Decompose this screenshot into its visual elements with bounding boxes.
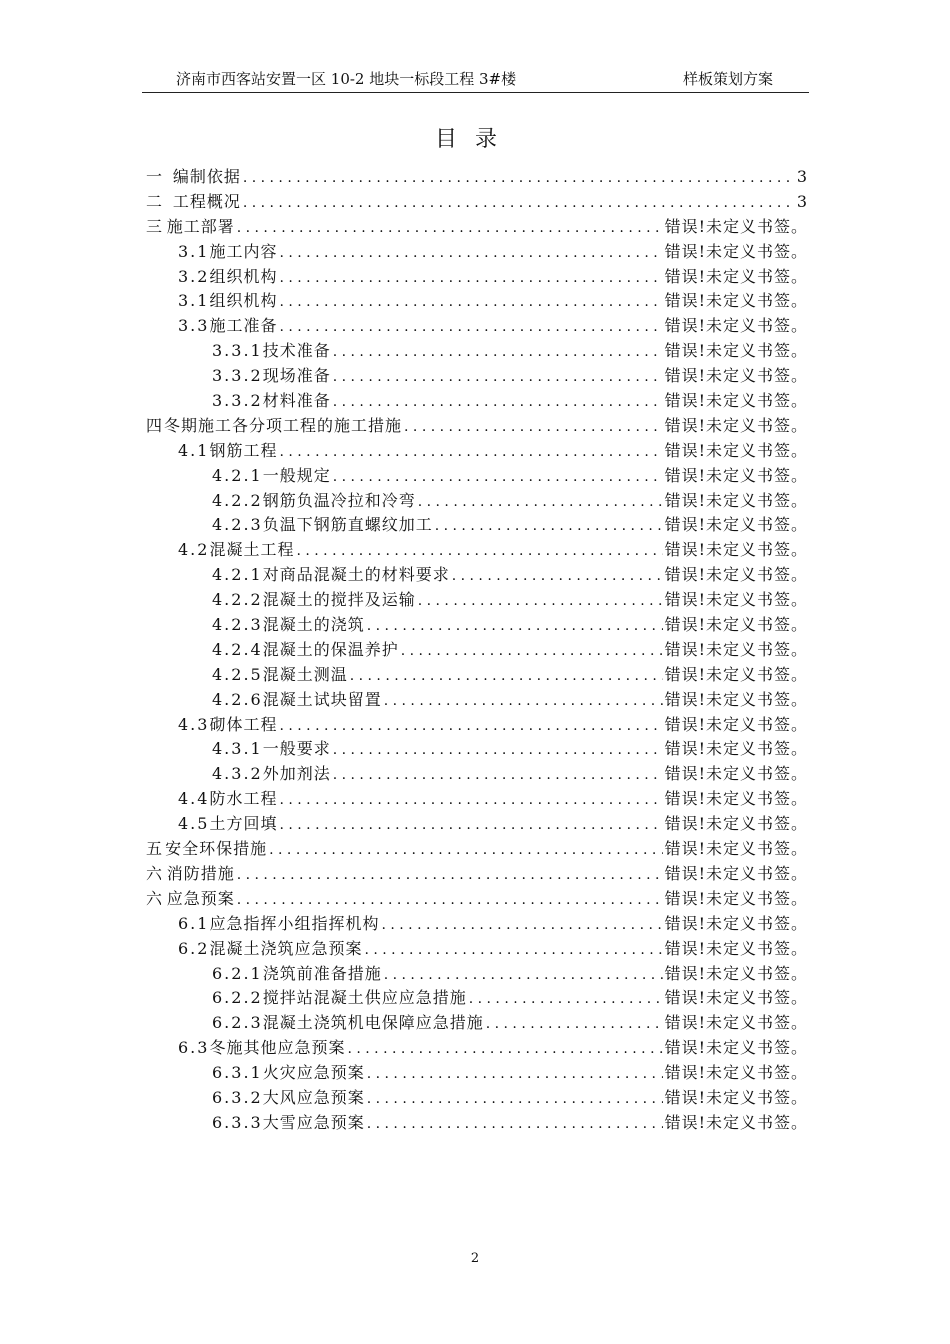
toc-entry-label: 应急指挥小组指挥机构 [209,913,380,933]
toc-leader-dots [418,593,663,609]
toc-entry-number: 4.4 [178,789,210,809]
toc-entry-number: 6.2.3 [212,1013,263,1033]
toc-entry[interactable] [146,512,808,537]
toc-entry-page: 错误!未定义书签。 [664,415,808,435]
toc-entry-label: 施工部署 [166,216,235,236]
toc-entry-number: 4.3.1 [212,739,263,759]
toc-leader-dots [367,1091,663,1107]
toc-entry-number: 4.2.2 [212,590,263,610]
toc-entry-number: 4.3.2 [212,764,263,784]
toc-entry-label: 冬期施工各分项工程的施工措施 [164,415,403,435]
toc-entry-page: 错误!未定义书签。 [664,440,808,460]
toc-entry-number: 6.3.2 [212,1087,263,1107]
toc-entry-number: 6.2.1 [212,963,263,983]
toc-entry-number: 6.1 [178,913,210,933]
toc-entry-page: 错误!未定义书签。 [664,1013,808,1033]
toc-entry[interactable] [146,438,808,463]
toc-leader-dots [364,942,662,958]
toc-entry-page: 错误!未定义书签。 [664,789,808,809]
toc-entry-page: 错误!未定义书签。 [664,988,808,1008]
toc-entry-number: 四 [146,415,165,435]
toc-entry-number: 3.3.2 [212,366,263,386]
page-header [142,66,809,93]
toc-entry[interactable] [146,338,808,363]
toc-entry[interactable] [146,214,808,239]
toc-leader-dots [350,668,663,684]
toc-entry-number: 4.3 [178,714,210,734]
toc-entry-number: 二 [146,191,165,211]
toc-entry-page: 错误!未定义书签。 [664,888,808,908]
toc-entry-label: 土方回填 [209,814,278,834]
toc-entry-page: 错误!未定义书签。 [664,714,808,734]
toc-leader-dots [279,792,662,808]
toc-leader-dots [384,693,663,709]
toc-entry-number: 4.2.5 [212,664,263,684]
toc-entry-label: 现场准备 [262,366,331,386]
toc-entry-number: 4.2.3 [212,515,263,535]
toc-entry-label: 技术准备 [262,341,331,361]
toc-entry-number: 一 [146,167,165,186]
toc-entry-label: 施工内容 [209,241,278,261]
toc-entry[interactable] [146,886,808,911]
toc-title: 目录 [434,127,515,152]
toc-leader-dots [279,270,662,286]
toc-entry-page: 错误!未定义书签。 [664,490,808,510]
toc-entry-label: 钢筋工程 [209,440,278,460]
toc-entry[interactable] [146,961,808,986]
toc-entry-page: 错误!未定义书签。 [664,465,808,485]
toc-leader-dots [452,568,663,584]
toc-entry-number: 4.2.2 [212,490,263,510]
toc-entry-page: 错误!未定义书签。 [664,216,808,236]
toc-entry-number: 4.2.1 [212,465,263,485]
toc-entry-label: 混凝土浇筑应急预案 [209,938,363,958]
toc-entry[interactable] [146,164,808,189]
toc-entry[interactable] [146,936,808,961]
toc-leader-dots [469,991,663,1007]
toc-entry-label: 混凝土测温 [262,664,348,684]
toc-leader-dots [269,842,662,858]
toc-entry-number: 3.2 [178,266,210,286]
toc-entry[interactable] [146,1085,808,1110]
toc-entry-label: 组织机构 [209,291,278,311]
toc-leader-dots [333,767,663,783]
toc-entry[interactable] [146,836,808,861]
toc-entry-label: 组织机构 [209,266,278,286]
toc-leader-dots [381,917,662,933]
toc-entry-label: 砌体工程 [209,714,278,734]
toc-entry-label: 混凝土的搅拌及运输 [262,590,416,610]
toc-entry[interactable] [146,562,808,587]
toc-leader-dots [243,170,795,186]
toc-entry-label: 混凝土的浇筑 [262,615,365,635]
toc-entry[interactable] [146,1110,808,1135]
toc-leader-dots [435,518,663,534]
toc-entry-label: 一般要求 [262,739,331,759]
toc-entry-number: 4.2.4 [212,639,263,659]
toc-entry[interactable] [146,537,808,562]
header-project-title: 济南市西客站安置一区 10-2 地块一标段工程 3#楼 [176,70,517,88]
toc-entry[interactable] [146,662,808,687]
toc-entry-page: 错误!未定义书签。 [664,1063,808,1083]
toc-entry-number: 6.2.2 [212,988,263,1008]
toc-entry-label: 混凝土的保温养护 [262,639,399,659]
toc-entry-page: 错误!未定义书签。 [664,814,808,834]
toc-entry-label: 浇筑前准备措施 [262,963,382,983]
toc-entry-page: 错误!未定义书签。 [664,1087,808,1107]
toc-leader-dots [333,344,663,360]
toc-entry-number: 3.3 [178,316,210,336]
toc-entry[interactable] [146,587,808,612]
toc-entry-page: 错误!未定义书签。 [664,639,808,659]
toc-entry-number: 4.2.6 [212,689,263,709]
toc-entry-page: 错误!未定义书签。 [664,590,808,610]
toc-entry-number: 六 [146,888,165,908]
toc-entry[interactable] [146,687,808,712]
toc-leader-dots [486,1016,663,1032]
toc-entry-label: 大风应急预案 [262,1087,365,1107]
toc-entry-number: 3.1 [178,241,210,261]
toc-leader-dots [367,1066,663,1082]
toc-entry-number: 6.2 [178,938,210,958]
toc-entry-number: 4.2.3 [212,615,263,635]
toc-entry[interactable] [146,313,808,338]
toc-entry[interactable] [146,388,808,413]
toc-entry[interactable] [146,712,808,737]
toc-leader-dots [401,643,663,659]
toc-entry[interactable] [146,736,808,761]
toc-leader-dots [384,967,663,983]
toc-entry-page: 错误!未定义书签。 [664,540,808,560]
toc-entry-number: 6.3.1 [212,1063,263,1083]
toc-entry-label: 消防措施 [166,863,235,883]
toc-entry-page: 错误!未定义书签。 [664,565,808,585]
header-doc-type: 样板策划方案 [682,70,773,88]
toc-entry-label: 冬施其他应急预案 [209,1038,346,1058]
toc-entry-label: 防水工程 [209,789,278,809]
toc-entry-label: 应急预案 [166,888,235,908]
toc-entry-number: 4.2 [178,540,210,560]
toc-leader-dots [279,444,662,460]
toc-leader-dots [333,469,663,485]
toc-entry-page: 错误!未定义书签。 [664,341,808,361]
toc-entry-label: 混凝土试块留置 [262,689,382,709]
toc-leader-dots [279,817,662,833]
toc-leader-dots [333,369,663,385]
toc-entry-number: 4.5 [178,814,210,834]
toc-entry-number: 3.1 [178,291,210,311]
toc-entry-number: 6.3 [178,1038,210,1058]
toc-entry-number: 五 [146,839,165,859]
toc-entry-label: 外加剂法 [262,764,331,784]
toc-entry-page: 错误!未定义书签。 [664,689,808,709]
toc-entry-page: 错误!未定义书签。 [664,615,808,635]
toc-entry[interactable] [146,911,808,936]
toc-entry-label: 材料准备 [262,391,331,411]
toc-leader-dots [237,220,663,236]
toc-leader-dots [333,742,663,758]
toc-entry-number: 6.3.3 [212,1112,263,1132]
toc-entry-page: 错误!未定义书签。 [664,913,808,933]
toc-entry-page: 错误!未定义书签。 [664,366,808,386]
toc-entry-label: 施工准备 [209,316,278,336]
toc-entry-page: 错误!未定义书签。 [664,863,808,883]
toc-entry[interactable] [146,463,808,488]
toc-entry-page: 3 [796,191,808,211]
toc-entry[interactable] [146,786,808,811]
toc-leader-dots [333,394,663,410]
toc-leader-dots [404,419,663,435]
toc-entry[interactable] [146,1035,808,1060]
toc-entry-label: 搅拌站混凝土供应应急措施 [262,988,467,1008]
toc-entry-page: 错误!未定义书签。 [664,291,808,311]
toc-entry[interactable] [146,488,808,513]
toc-entry-label: 编制依据 [172,167,241,186]
toc-entry[interactable] [146,288,808,313]
toc-entry-page: 错误!未定义书签。 [664,391,808,411]
toc-leader-dots [296,543,662,559]
toc-entry-page: 错误!未定义书签。 [664,839,808,859]
toc-entry-page: 错误!未定义书签。 [664,963,808,983]
toc-entry-page: 错误!未定义书签。 [664,316,808,336]
toc-entry-label: 混凝土浇筑机电保障应急措施 [262,1013,484,1033]
toc-entry-page: 错误!未定义书签。 [664,515,808,535]
toc-entry-label: 对商品混凝土的材料要求 [262,565,450,585]
toc-entry-label: 混凝土工程 [209,540,295,560]
toc-leader-dots [367,618,663,634]
toc-entry-page: 3 [796,167,808,186]
toc-entry[interactable] [146,861,808,886]
toc-entry-number: 4.2.1 [212,565,263,585]
toc-entry-number: 三 [146,216,165,236]
toc-entry-page: 错误!未定义书签。 [664,664,808,684]
toc-entry-label: 大雪应急预案 [262,1112,365,1132]
toc-entry-label: 负温下钢筋直螺纹加工 [262,515,433,535]
toc-entry-page: 错误!未定义书签。 [664,764,808,784]
toc-entry[interactable] [146,413,808,438]
toc-leader-dots [237,892,663,908]
toc-leader-dots [279,718,662,734]
toc-entry-label: 钢筋负温冷拉和冷弯 [262,490,416,510]
toc-entry-page: 错误!未定义书签。 [664,241,808,261]
toc-entry[interactable] [146,985,808,1010]
toc-leader-dots [367,1116,663,1132]
toc-entry-page: 错误!未定义书签。 [664,1038,808,1058]
toc-leader-dots [237,867,663,883]
table-of-contents [146,164,808,1135]
toc-entry[interactable] [146,363,808,388]
toc-entry-label: 安全环保措施 [165,839,268,859]
toc-entry-number: 六 [146,863,165,883]
toc-leader-dots [279,245,662,261]
toc-entry[interactable] [146,811,808,836]
toc-entry-label: 工程概况 [172,191,241,211]
toc-entry-number: 3.3.1 [212,341,263,361]
toc-entry[interactable] [146,761,808,786]
toc-entry-label: 火灾应急预案 [262,1063,365,1083]
toc-entry-number: 3.3.2 [212,391,263,411]
toc-leader-dots [347,1041,662,1057]
toc-entry[interactable] [146,1010,808,1035]
toc-entry-number: 4.1 [178,440,210,460]
toc-entry[interactable] [146,637,808,662]
toc-entry-page: 错误!未定义书签。 [664,938,808,958]
toc-leader-dots [279,319,662,335]
toc-entry[interactable] [146,189,808,214]
toc-leader-dots [279,294,662,310]
toc-entry-label: 一般规定 [262,465,331,485]
toc-leader-dots [243,195,795,211]
toc-entry[interactable] [146,239,808,264]
toc-entry-page: 错误!未定义书签。 [664,739,808,759]
toc-entry[interactable] [146,1060,808,1085]
toc-leader-dots [418,494,663,510]
toc-entry-page: 错误!未定义书签。 [664,266,808,286]
page-number: 2 [470,1251,480,1266]
toc-entry[interactable] [146,612,808,637]
toc-entry[interactable] [146,264,808,289]
toc-entry-page: 错误!未定义书签。 [664,1112,808,1132]
